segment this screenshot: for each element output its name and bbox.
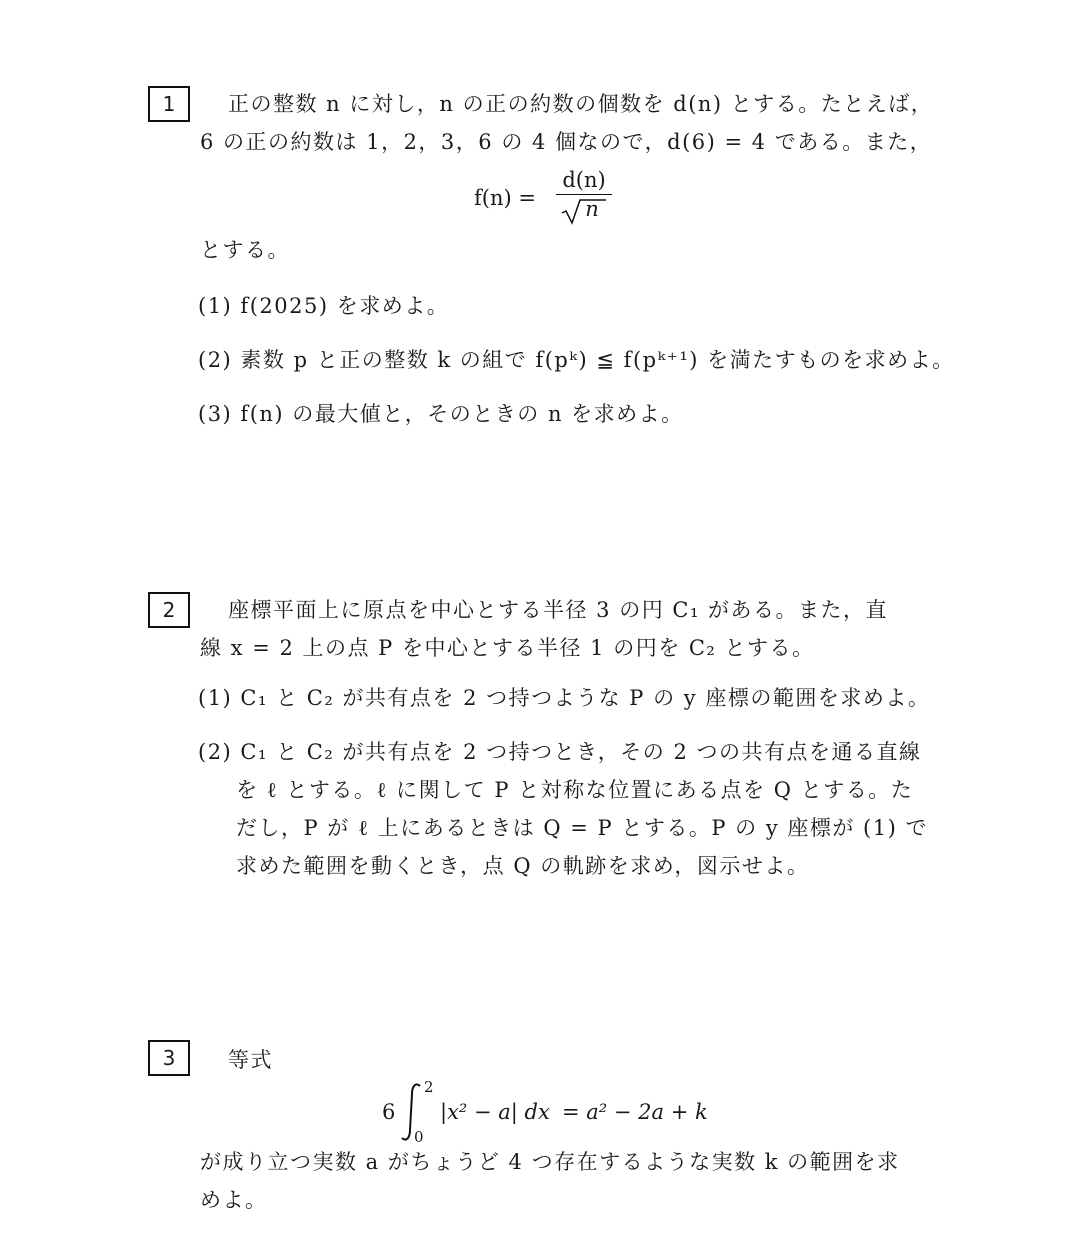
formula-fraction <box>556 168 612 221</box>
formula-numerator: d(n) <box>562 168 606 192</box>
problem-text-line: が成り立つ実数 a がちょうど 4 つ存在するような実数 k の範囲を求 <box>200 1150 900 1174</box>
problem-number-box: 2 <box>148 592 190 628</box>
problem-text-line: 正の整数 n に対し，n の正の約数の個数を d(n) とする。たとえば， <box>228 92 934 116</box>
subquestion: (3) f(n) の最大値と，そのときの n を求めよ。 <box>198 402 684 426</box>
subquestion: (1) C₁ と C₂ が共有点を 2 つ持つような P の y 座標の範囲を求めよ。 <box>198 686 931 710</box>
subquestion-continuation: 求めた範囲を動くとき，点 Q の軌跡を求め，図示せよ。 <box>236 854 810 878</box>
problem-text-line: 線 x = 2 上の点 P を中心とする半径 1 の円を C₂ とする。 <box>200 636 815 660</box>
formula-lhs: f(n) = <box>474 186 536 210</box>
subquestion: (1) f(2025) を求めよ。 <box>198 294 450 318</box>
equation-rhs: = a² − 2a + k <box>562 1100 708 1124</box>
problem-lead: 等式 <box>228 1048 273 1072</box>
problem-text-line: めよ。 <box>200 1188 268 1212</box>
integral-lower-limit: 0 <box>414 1128 424 1146</box>
subquestion: (2) 素数 p と正の整数 k の組で f(pᵏ) ≦ f(pᵏ⁺¹) を満たすものを求めよ。 <box>198 348 955 372</box>
integral-coefficient: 6 <box>382 1100 396 1124</box>
problem-text-line: とする。 <box>200 238 290 262</box>
sqrt-icon <box>556 197 612 225</box>
problem-text-line: 6 の正の約数は 1，2，3，6 の 4 個なので，d(6) = 4 である。また， <box>200 130 933 154</box>
problem-text-line: 座標平面上に原点を中心とする半径 3 の円 C₁ がある。また，直 <box>228 598 889 622</box>
problem-number-box: 3 <box>148 1040 190 1076</box>
integrand: |x² − a| dx <box>440 1100 550 1124</box>
subquestion-continuation: だし，P が ℓ 上にあるときは Q = P とする。P の y 座標が (1) で <box>236 816 928 840</box>
subquestion-continuation: を ℓ とする。ℓ に関して P と対称な位置にある点を Q とする。た <box>236 778 914 802</box>
subquestion: (2) C₁ と C₂ が共有点を 2 つ持つとき，その 2 つの共有点を通る直線 <box>198 740 922 764</box>
problem-number-box: 1 <box>148 86 190 122</box>
integral-upper-limit: 2 <box>424 1078 434 1096</box>
formula-denominator: n <box>556 195 612 221</box>
